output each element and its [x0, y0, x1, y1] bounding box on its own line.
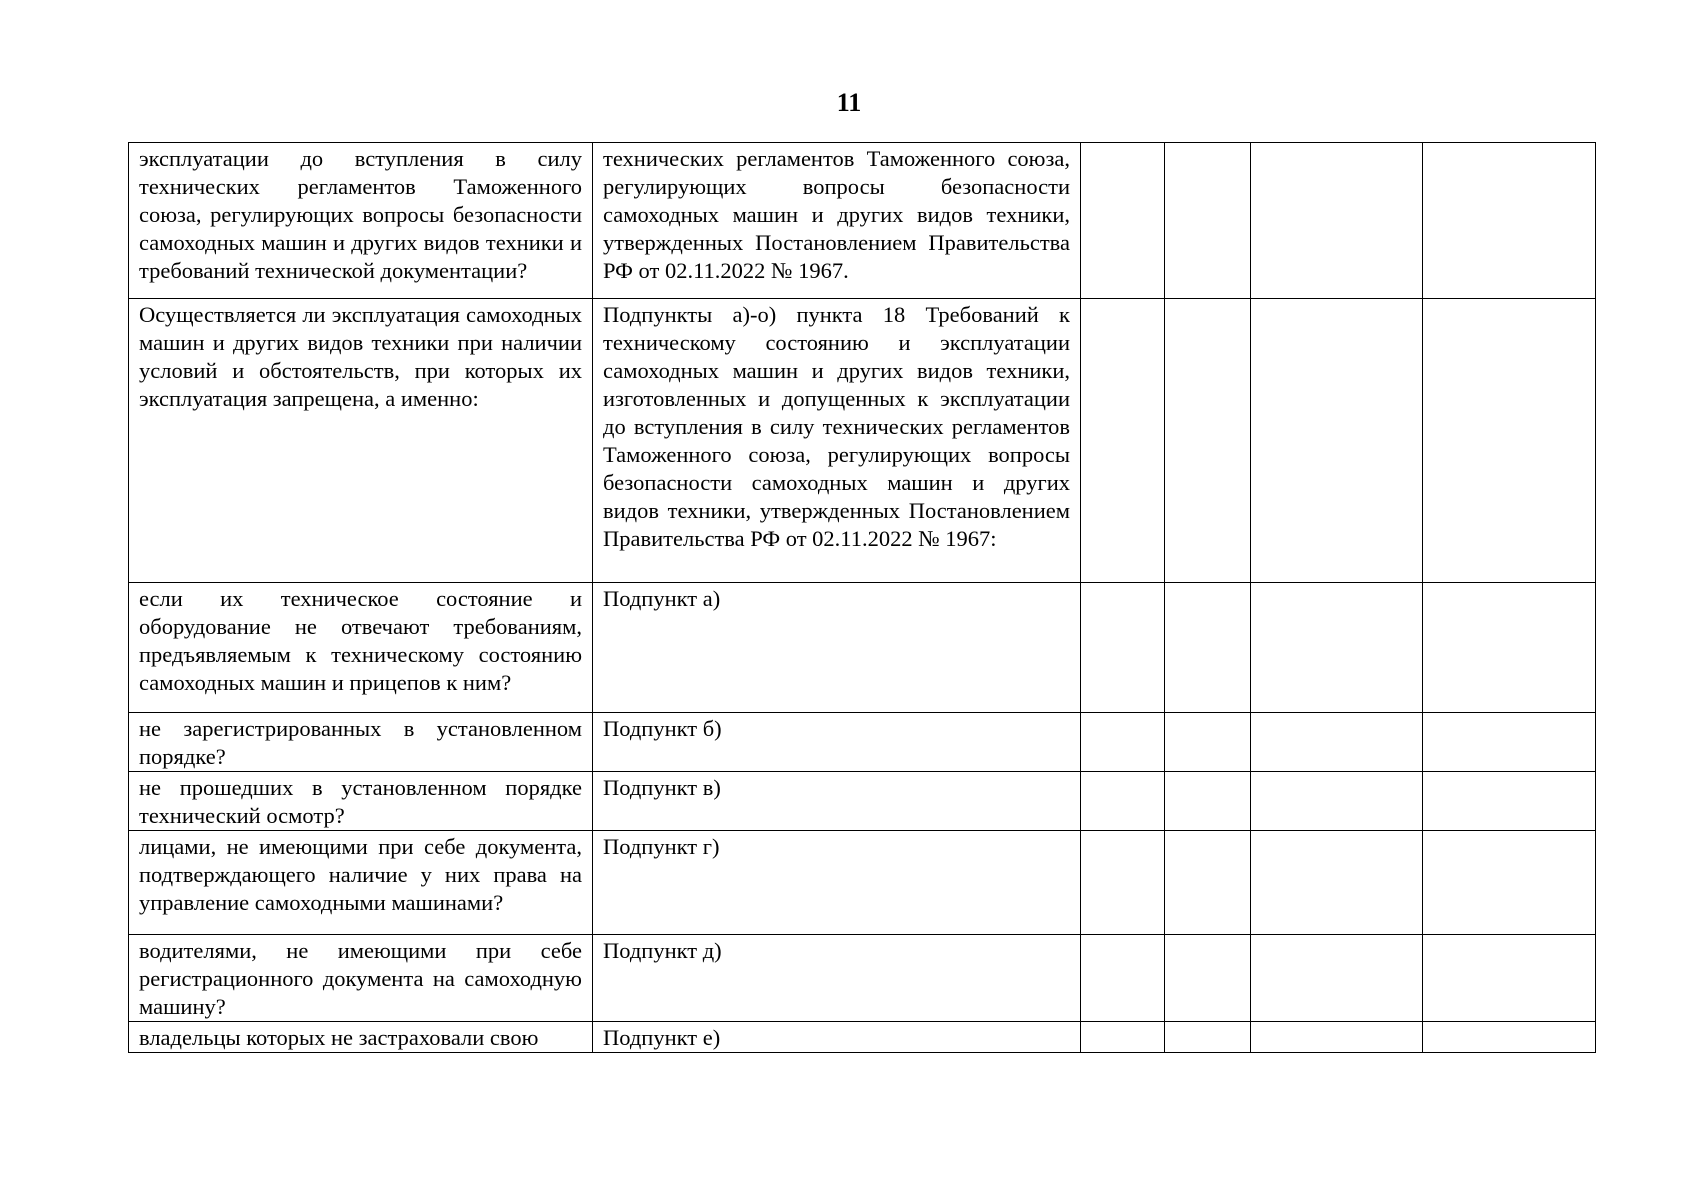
- reference-cell: Подпункт г): [593, 831, 1081, 935]
- notes-cell: [1423, 713, 1596, 772]
- question-cell: Осуществляется ли эксплуатация самоходных машин и других видов техники при наличии условий и обстоятельств, при которых их эксплуатация запрещена, а именно:: [129, 299, 593, 583]
- answer-yes-cell: [1081, 299, 1165, 583]
- answer-no-cell: [1165, 935, 1251, 1022]
- answer-no-cell: [1165, 299, 1251, 583]
- table-row: [129, 831, 1596, 935]
- not-applicable-cell: [1251, 1022, 1423, 1053]
- question-cell: не прошедших в установленном порядке технический осмотр?: [129, 772, 593, 831]
- question-cell: лицами, не имеющими при себе документа, подтверждающего наличие у них права на управление самоходными машинами?: [129, 831, 593, 935]
- question-cell: водителями, не имеющими при себе регистрационного документа на самоходную машину?: [129, 935, 593, 1022]
- table-row: [129, 143, 1596, 299]
- answer-yes-cell: [1081, 583, 1165, 713]
- question-cell: если их техническое состояние и оборудование не отвечают требованиям, предъявляемым к техническому состоянию самоходных машин и прицепов к ним?: [129, 583, 593, 713]
- reference-cell: Подпункт в): [593, 772, 1081, 831]
- answer-no-cell: [1165, 1022, 1251, 1053]
- table-row: [129, 299, 1596, 583]
- reference-cell: Подпункт д): [593, 935, 1081, 1022]
- not-applicable-cell: [1251, 713, 1423, 772]
- not-applicable-cell: [1251, 143, 1423, 299]
- answer-no-cell: [1165, 713, 1251, 772]
- question-cell: владельцы которых не застраховали свою: [129, 1022, 593, 1053]
- table-row: [129, 1022, 1596, 1053]
- not-applicable-cell: [1251, 831, 1423, 935]
- answer-no-cell: [1165, 143, 1251, 299]
- not-applicable-cell: [1251, 772, 1423, 831]
- reference-cell: Подпункты а)-о) пункта 18 Требований к техническому состоянию и эксплуатации самоходных машин и других видов техники, изготовленных и допущенных к эксплуатации до вступления в силу технических регламентов Таможенного союза, регулирующих вопросы безопасности самоходных машин и других видов техники, утвержденных Постановлением Правительства РФ от 02.11.2022 № 1967:: [593, 299, 1081, 583]
- answer-no-cell: [1165, 583, 1251, 713]
- reference-cell: Подпункт а): [593, 583, 1081, 713]
- reference-cell: Подпункт б): [593, 713, 1081, 772]
- notes-cell: [1423, 1022, 1596, 1053]
- answer-no-cell: [1165, 831, 1251, 935]
- answer-yes-cell: [1081, 772, 1165, 831]
- not-applicable-cell: [1251, 299, 1423, 583]
- table-row: [129, 935, 1596, 1022]
- reference-cell: технических регламентов Таможенного союза, регулирующих вопросы безопасности самоходных машин и других видов техники, утвержденных Постановлением Правительства РФ от 02.11.2022 № 1967.: [593, 143, 1081, 299]
- table-row: [129, 772, 1596, 831]
- table-row: [129, 583, 1596, 713]
- notes-cell: [1423, 299, 1596, 583]
- answer-yes-cell: [1081, 713, 1165, 772]
- table-row: [129, 713, 1596, 772]
- checklist-table: [128, 142, 1596, 1053]
- notes-cell: [1423, 143, 1596, 299]
- answer-yes-cell: [1081, 143, 1165, 299]
- answer-yes-cell: [1081, 1022, 1165, 1053]
- not-applicable-cell: [1251, 935, 1423, 1022]
- notes-cell: [1423, 831, 1596, 935]
- answer-yes-cell: [1081, 935, 1165, 1022]
- answer-yes-cell: [1081, 831, 1165, 935]
- reference-cell: Подпункт е): [593, 1022, 1081, 1053]
- answer-no-cell: [1165, 772, 1251, 831]
- question-cell: не зарегистрированных в установленном порядке?: [129, 713, 593, 772]
- question-cell: эксплуатации до вступления в силу технических регламентов Таможенного союза, регулирующих вопросы безопасности самоходных машин и других видов техники и требований технической документации?: [129, 143, 593, 299]
- page-number: 11: [836, 88, 862, 117]
- not-applicable-cell: [1251, 583, 1423, 713]
- notes-cell: [1423, 583, 1596, 713]
- notes-cell: [1423, 772, 1596, 831]
- notes-cell: [1423, 935, 1596, 1022]
